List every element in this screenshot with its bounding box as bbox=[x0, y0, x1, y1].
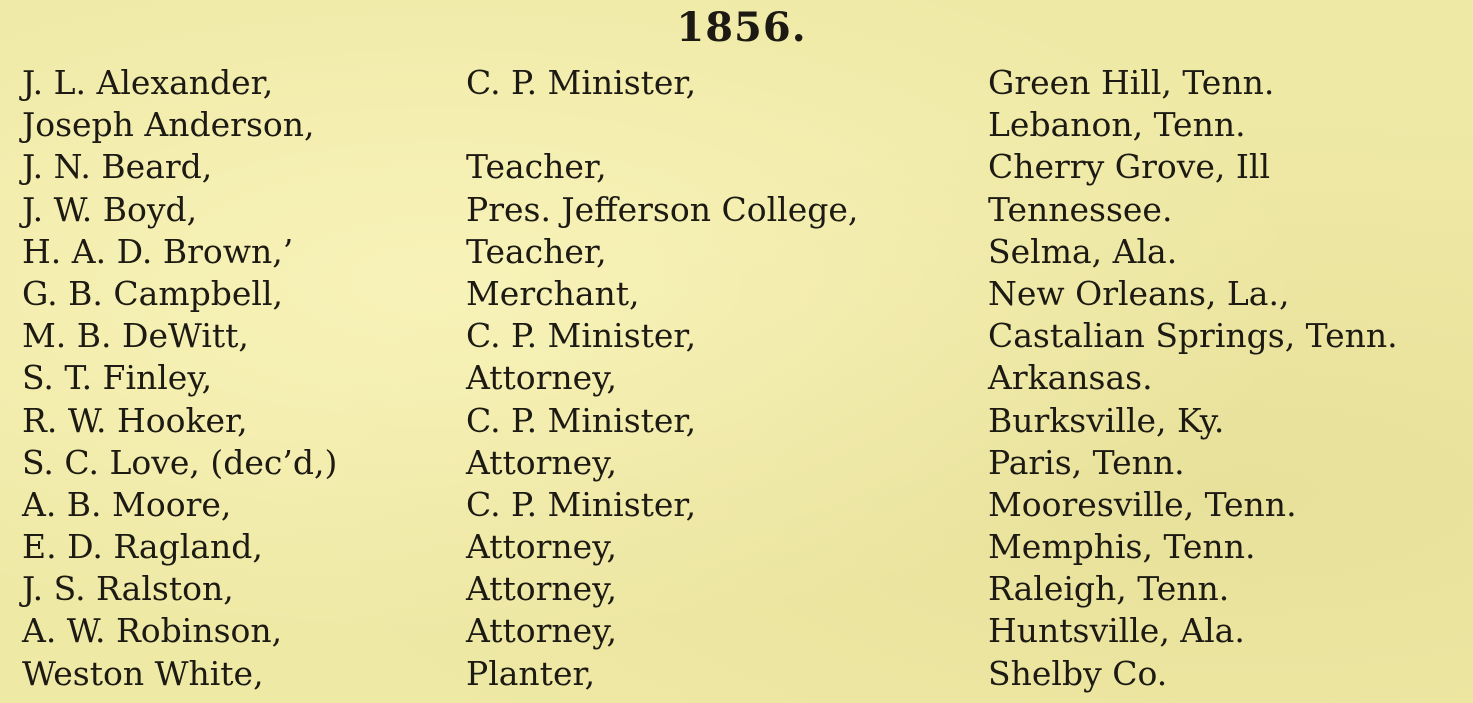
entry-occupation: Pres. Jefferson College, bbox=[466, 189, 859, 229]
entry-name: H. A. D. Brown,’ bbox=[22, 231, 294, 271]
year-heading: 1856. bbox=[676, 4, 807, 51]
entry-name: J. N. Beard, bbox=[22, 147, 213, 187]
register-row bbox=[0, 189, 1473, 231]
entry-occupation: C. P. Minister, bbox=[466, 400, 697, 440]
register-list bbox=[0, 62, 1473, 695]
entry-residence: Cherry Grove, Ill bbox=[988, 147, 1271, 187]
register-row bbox=[0, 357, 1473, 399]
entry-residence: Shelby Co. bbox=[988, 653, 1168, 693]
register-row bbox=[0, 400, 1473, 442]
entry-name: Joseph Anderson, bbox=[22, 105, 315, 145]
entry-residence: Mooresville, Tenn. bbox=[988, 484, 1297, 524]
entry-occupation: Teacher, bbox=[466, 147, 607, 187]
entry-residence: Paris, Tenn. bbox=[988, 442, 1185, 482]
register-row bbox=[0, 315, 1473, 357]
register-row bbox=[0, 62, 1473, 104]
entry-name: A. W. Robinson, bbox=[22, 611, 283, 651]
entry-occupation: Attorney, bbox=[466, 358, 617, 398]
entry-name: R. W. Hooker, bbox=[22, 400, 248, 440]
entry-name: M. B. DeWitt, bbox=[22, 316, 249, 356]
register-row bbox=[0, 146, 1473, 188]
register-row bbox=[0, 442, 1473, 484]
entry-occupation: Attorney, bbox=[466, 611, 617, 651]
entry-name: J. W. Boyd, bbox=[22, 189, 198, 229]
register-row bbox=[0, 653, 1473, 695]
register-row bbox=[0, 526, 1473, 568]
entry-residence: Green Hill, Tenn. bbox=[988, 63, 1275, 102]
entry-name: J. L. Alexander, bbox=[22, 63, 274, 102]
entry-occupation: C. P. Minister, bbox=[466, 316, 697, 356]
register-row bbox=[0, 484, 1473, 526]
entry-name: S. C. Love, (dec’d,) bbox=[22, 442, 338, 482]
entry-residence: Selma, Ala. bbox=[988, 231, 1178, 271]
register-row bbox=[0, 273, 1473, 315]
entry-residence: New Orleans, La., bbox=[988, 273, 1290, 313]
entry-occupation: Teacher, bbox=[466, 231, 607, 271]
entry-occupation: Attorney, bbox=[466, 527, 617, 567]
entry-name: E. D. Ragland, bbox=[22, 527, 263, 567]
entry-residence: Burksville, Ky. bbox=[988, 400, 1225, 440]
entry-occupation: C. P. Minister, bbox=[466, 484, 697, 524]
entry-residence: Arkansas. bbox=[988, 358, 1153, 398]
register-row bbox=[0, 610, 1473, 652]
register-row bbox=[0, 568, 1473, 610]
entry-occupation: Merchant, bbox=[466, 273, 640, 313]
entry-residence: Huntsville, Ala. bbox=[988, 611, 1245, 651]
entry-occupation: Planter, bbox=[466, 653, 596, 693]
entry-occupation: C. P. Minister, bbox=[466, 63, 697, 102]
entry-residence: Memphis, Tenn. bbox=[988, 527, 1256, 567]
entry-residence: Lebanon, Tenn. bbox=[988, 105, 1246, 145]
entry-name: A. B. Moore, bbox=[22, 484, 232, 524]
entry-name: G. B. Campbell, bbox=[22, 273, 283, 313]
entry-occupation: Attorney, bbox=[466, 442, 617, 482]
register-row bbox=[0, 231, 1473, 273]
entry-name: Weston White, bbox=[22, 653, 264, 693]
entry-residence: Tennessee. bbox=[988, 189, 1173, 229]
entry-name: J. S. Ralston, bbox=[22, 569, 234, 609]
entry-occupation: Attorney, bbox=[466, 569, 617, 609]
entry-residence: Raleigh, Tenn. bbox=[988, 569, 1230, 609]
register-row bbox=[0, 104, 1473, 146]
entry-name: S. T. Finley, bbox=[22, 358, 213, 398]
entry-residence: Castalian Springs, Tenn. bbox=[988, 316, 1398, 356]
